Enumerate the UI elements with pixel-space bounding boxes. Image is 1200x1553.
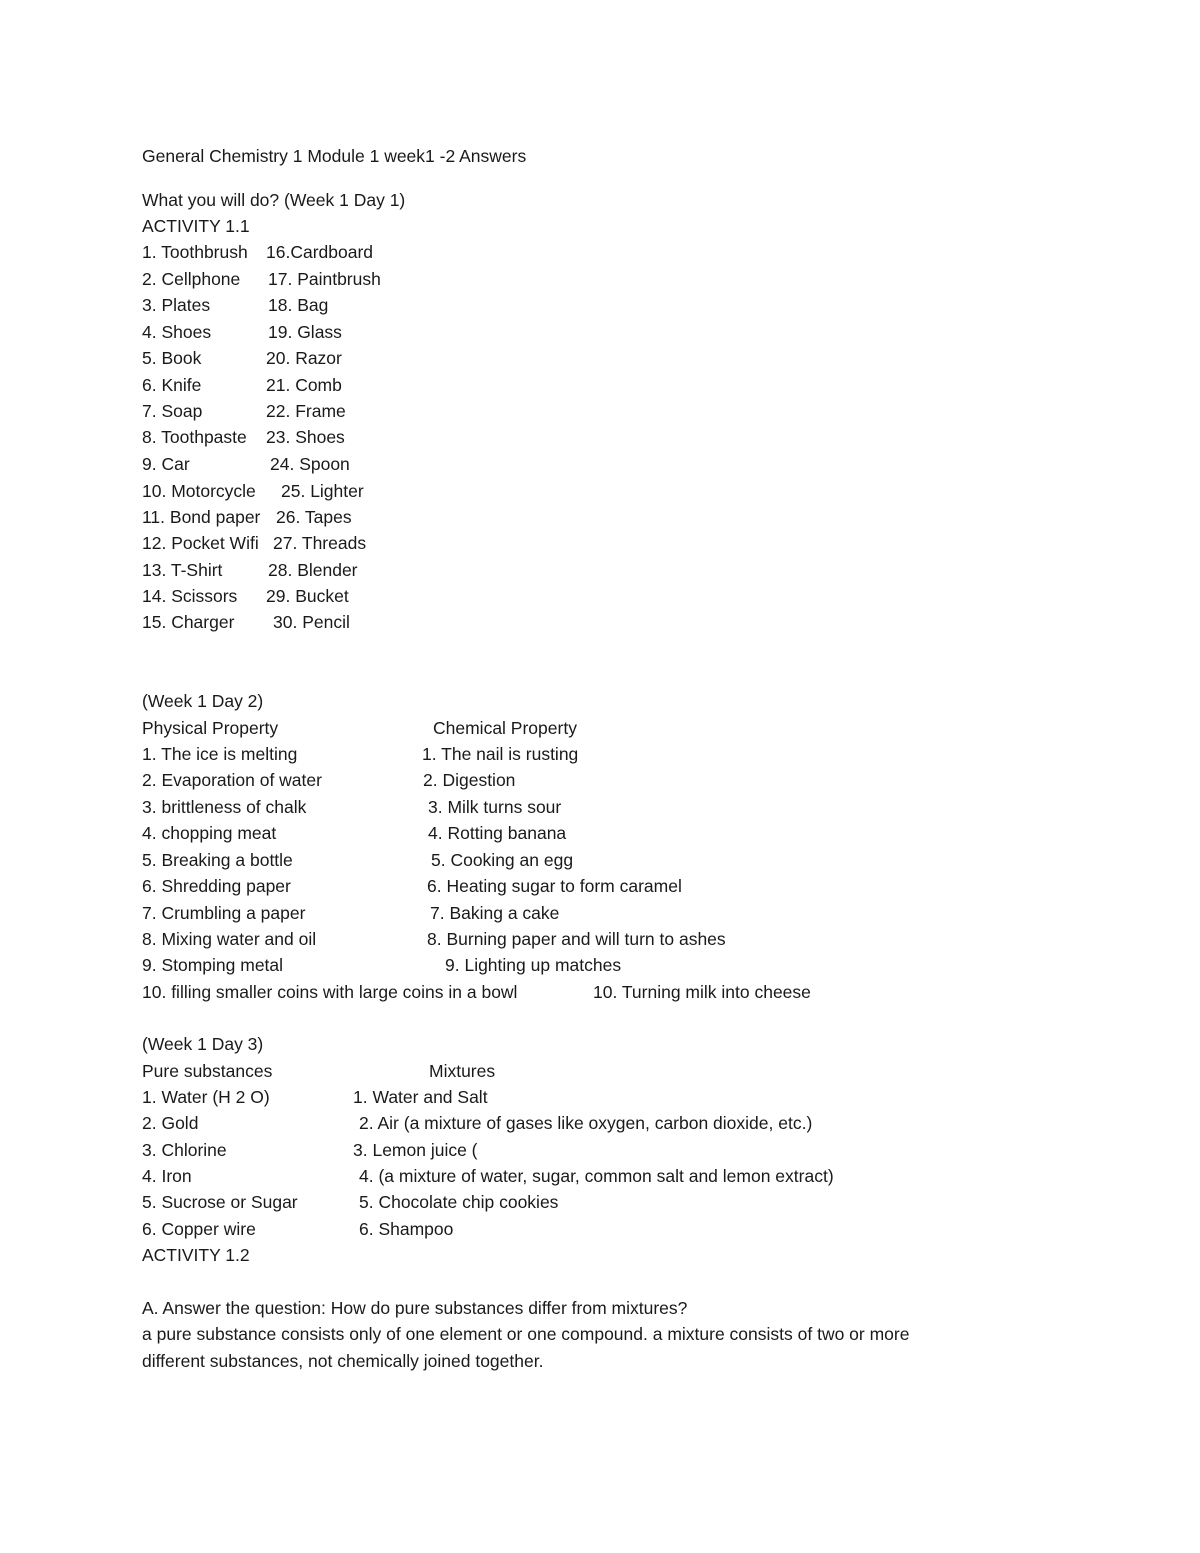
item-left: 12. Pocket Wifi (142, 533, 259, 553)
answer-line-2: different substances, not chemically joined together. (142, 1351, 544, 1371)
item-right: 23. Shoes (266, 427, 345, 447)
chemical-property-header: Chemical Property (433, 718, 577, 738)
physical-cell: 5. Breaking a bottle (142, 850, 293, 870)
chemical-cell: 1. The nail is rusting (422, 744, 579, 764)
item-right: 28. Blender (268, 560, 358, 580)
physical-cell: 10. filling smaller coins with large coins in a bowl (142, 982, 518, 1002)
item-right: 19. Glass (268, 322, 342, 342)
item-left: 3. Plates (142, 295, 211, 315)
chemical-cell: 6. Heating sugar to form caramel (427, 876, 682, 896)
item-right: 17. Paintbrush (268, 269, 381, 289)
mixtures-header: Mixtures (429, 1061, 496, 1081)
mixture-cell: 5. Chocolate chip cookies (359, 1192, 559, 1212)
activity-1-2-label: ACTIVITY 1.2 (142, 1245, 250, 1265)
chemical-cell: 4. Rotting banana (428, 823, 567, 843)
item-right: 27. Threads (273, 533, 367, 553)
item-left: 4. Shoes (142, 322, 212, 342)
answer-line-1: a pure substance consists only of one element or one compound. a mixture consists of two or more (142, 1324, 910, 1344)
physical-cell: 3. brittleness of chalk (142, 797, 307, 817)
physical-cell: 9. Stomping metal (142, 955, 284, 975)
pure-cell: 5. Sucrose or Sugar (142, 1192, 298, 1212)
day1-heading: What you will do? (Week 1 Day 1) (142, 190, 406, 210)
item-left: 15. Charger (142, 612, 235, 632)
physical-cell: 6. Shredding paper (142, 876, 291, 896)
mixture-cell: 2. Air (a mixture of gases like oxygen, carbon dioxide, etc.) (359, 1113, 813, 1133)
mixture-cell: 1. Water and Salt (353, 1087, 488, 1107)
item-right: 29. Bucket (266, 586, 349, 606)
physical-cell: 8. Mixing water and oil (142, 929, 317, 949)
item-left: 10. Motorcycle (142, 481, 256, 501)
physical-cell: 2. Evaporation of water (142, 770, 322, 790)
physical-cell: 4. chopping meat (142, 823, 277, 843)
item-left: 2. Cellphone (142, 269, 241, 289)
item-left: 14. Scissors (142, 586, 238, 606)
chemical-cell: 9. Lighting up matches (445, 955, 622, 975)
day3-heading: (Week 1 Day 3) (142, 1034, 264, 1054)
chemical-cell: 10. Turning milk into cheese (593, 982, 811, 1002)
question-prompt: A. Answer the question: How do pure substances differ from mixtures? (142, 1298, 688, 1318)
chemical-cell: 5. Cooking an egg (431, 850, 574, 870)
chemical-cell: 2. Digestion (423, 770, 516, 790)
activity-1-1-label: ACTIVITY 1.1 (142, 216, 250, 236)
item-left: 1. Toothbrush (142, 242, 248, 262)
item-left: 7. Soap (142, 401, 203, 421)
physical-cell: 7. Crumbling a paper (142, 903, 306, 923)
item-left: 8. Toothpaste (142, 427, 247, 447)
item-right: 18. Bag (268, 295, 329, 315)
item-left: 9. Car (142, 454, 190, 474)
item-right: 21. Comb (266, 375, 342, 395)
item-left: 6. Knife (142, 375, 202, 395)
item-left: 13. T-Shirt (142, 560, 223, 580)
physical-property-header: Physical Property (142, 718, 279, 738)
pure-cell: 1. Water (H 2 O) (142, 1087, 270, 1107)
mixture-cell: 6. Shampoo (359, 1219, 454, 1239)
item-left: 11. Bond paper (142, 507, 261, 527)
item-right: 20. Razor (266, 348, 342, 368)
mixture-cell: 4. (a mixture of water, sugar, common salt and lemon extract) (359, 1166, 834, 1186)
pure-cell: 4. Iron (142, 1166, 192, 1186)
chemical-cell: 8. Burning paper and will turn to ashes (427, 929, 726, 949)
item-left: 5. Book (142, 348, 202, 368)
item-right: 16.Cardboard (266, 242, 374, 262)
chemical-cell: 7. Baking a cake (430, 903, 560, 923)
physical-cell: 1. The ice is melting (142, 744, 298, 764)
item-right: 30. Pencil (273, 612, 350, 632)
day2-heading: (Week 1 Day 2) (142, 691, 264, 711)
chemical-cell: 3. Milk turns sour (428, 797, 562, 817)
item-right: 22. Frame (266, 401, 346, 421)
pure-substances-header: Pure substances (142, 1061, 273, 1081)
mixture-cell: 3. Lemon juice ( (353, 1140, 478, 1160)
pure-cell: 6. Copper wire (142, 1219, 256, 1239)
item-right: 25. Lighter (281, 481, 364, 501)
pure-cell: 3. Chlorine (142, 1140, 227, 1160)
document-title: General Chemistry 1 Module 1 week1 -2 Answers (142, 146, 527, 166)
item-right: 24. Spoon (270, 454, 350, 474)
pure-cell: 2. Gold (142, 1113, 199, 1133)
item-right: 26. Tapes (276, 507, 352, 527)
